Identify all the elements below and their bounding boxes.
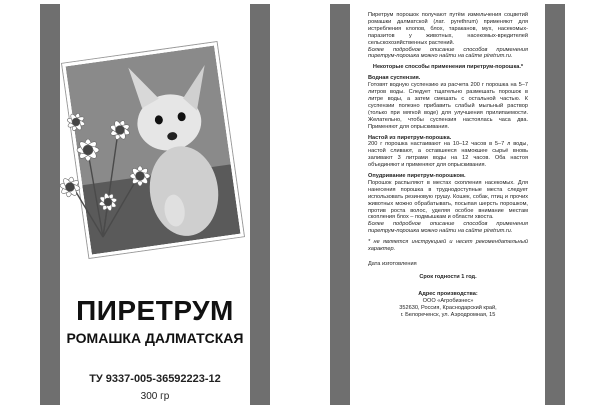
- more-info-1: Более подробное описание способов применения пиретрум-порошка можно найти на сайте piretrum.ru.: [368, 46, 528, 60]
- product-title: ПИРЕТРУМ: [76, 295, 234, 326]
- expiry: Срок годности 1 год.: [419, 273, 477, 280]
- tu-code: ТУ 9337-005-36592223-12: [89, 373, 221, 385]
- more-info-2: Более подробное описание способов применения пиретрум-порошка можно найти на сайте piretrum.ru.: [368, 221, 528, 235]
- manufacturer-address-1: 352630, Россия, Краснодарский край,: [399, 304, 497, 311]
- product-subtitle: РОМАШКА ДАЛМАТСКАЯ: [66, 330, 244, 346]
- footnote: * не является инструкцией и несет рекомендательный характер.: [368, 239, 528, 253]
- methods-header: Некоторые способы применения пиретрум-порошка.*: [372, 64, 524, 71]
- chamomile-flowers: [48, 92, 158, 242]
- manufacturer-name: ООО «Агробизнес»: [422, 297, 474, 304]
- section-2-text: 200 г порошка настаивают на 10–12 часов в 5–7 л воды, настой сливают, а оставшееся намокшее сырьё вновь заливают 3 литрами воды на 12 часов. Оба настоя объединяют и применяют для опрыскивания.: [368, 141, 528, 169]
- intro-text: Пиретрум порошок получают путём измельчения соцветий ромашки далматской (лат. pyrethrum) применяют для истребления клопов, блох, тараканов, мух, насекомых-паразитов у животных, насекомых-вредителей сельскохозяйственных растений.: [368, 12, 528, 46]
- back-right-stripe: [545, 4, 565, 405]
- manufacturer-label: Адрес производства:: [418, 290, 478, 297]
- section-3-text: Порошок распыляют в местах скопления насекомых. Для нанесения порошка в труднодоступные места следует использовать резиновую грушу. Кошек, собак, птиц и прочих животных можно обрабатывать, посыпая шерсть порошком, против роста волос, уделяя особое внимание местам скопления блох – подмышкам и области хвоста.: [368, 179, 528, 221]
- section-3-title: Опудривание пиретрум-порошком.: [368, 173, 466, 180]
- manufacture-date-label: Дата изготовления: [368, 261, 417, 267]
- section-1-text: Готовят водную суспензию из расчета 200 г порошка на 5–7 литров воды. Следует тщательно размешать порошок в литре воды, а затем смешать с остальной частью. К суспензии полезно прибавить слабый мыльный раствор (только при мягкой воде) для улучшения прилипаемости. Желательно, чтобы суспензия настоялась часа два. Применяют для опрыскивания.: [368, 82, 528, 130]
- front-right-stripe: [250, 4, 270, 405]
- back-panel-text: [368, 12, 528, 318]
- section-2-title: Настой из пиретрум-порошка.: [368, 134, 452, 141]
- back-left-stripe: [330, 4, 350, 405]
- net-weight: 300 гр: [140, 391, 170, 402]
- section-1-title: Водная суспензия.: [368, 75, 421, 82]
- manufacturer-address-2: г. Белореченск, ул. Аэродромная, 15: [400, 311, 496, 318]
